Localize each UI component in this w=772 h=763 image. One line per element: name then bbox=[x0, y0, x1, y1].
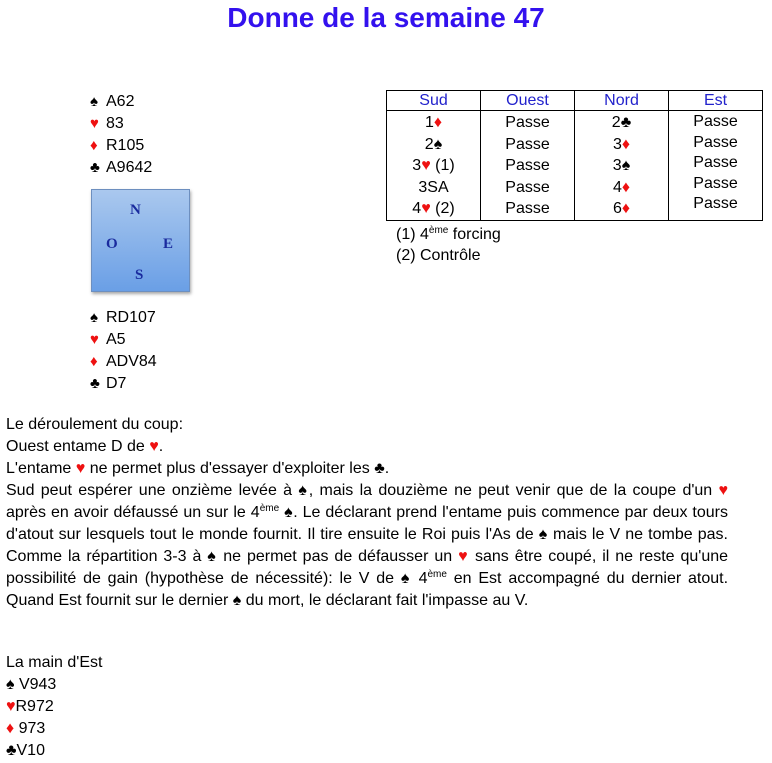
spade-icon: ♠ bbox=[232, 592, 242, 609]
bid-cell: Passe bbox=[693, 133, 738, 151]
compass-box bbox=[91, 189, 190, 292]
bidding-table bbox=[386, 90, 763, 221]
heart-icon: ♥ bbox=[421, 157, 431, 174]
bid-cell: Passe bbox=[693, 195, 738, 212]
club-icon: ♣ bbox=[90, 375, 100, 392]
commentary-paragraph: Sud peut espérer une onzième levée à ♠, mais la douzième ne peut venir que de la coupe d'un ♥ après en avoir défaussé un sur le 4ème ♠. Le déclarant prend l'entame puis commence par deux tours d'atout sur lesquels tout le monde fournit. Il tire ensuite le Roi puis l'As de ♠ mais le V ne tombe pas. Comme la répartition 3-3 à ♠ ne permet pas de défausser un ♥ sans être coupé, il ne reste qu'une possibilité de gain (hypothèse de nécessité): le V de ♠ 4ème en Est accompagné du dernier atout. Quand Est fournit sur le dernier ♠ du mort, le déclarant fait l'impasse au V. bbox=[6, 482, 729, 609]
north-hand bbox=[90, 91, 152, 179]
commentary-heading: Le déroulement du coup: bbox=[6, 416, 184, 433]
north-spades: A62 bbox=[106, 93, 135, 110]
bid-cell: 4♦ bbox=[612, 178, 631, 196]
east-clubs: V10 bbox=[16, 742, 45, 759]
page-title: Donne de la semaine 47 bbox=[227, 2, 545, 33]
heart-icon: ♥ bbox=[6, 698, 16, 715]
heart-icon: ♥ bbox=[149, 438, 159, 455]
south-spades: RD107 bbox=[106, 309, 156, 326]
bid-cell: Passe bbox=[505, 135, 550, 153]
bid-cell: Passe bbox=[505, 200, 550, 217]
south-clubs: D7 bbox=[106, 375, 127, 392]
column-nord bbox=[575, 111, 669, 221]
bid-cell: 2♣ bbox=[611, 114, 632, 131]
diamond-icon: ♦ bbox=[90, 353, 98, 370]
south-diamonds: ADV84 bbox=[106, 353, 157, 370]
header-est: Est bbox=[669, 91, 763, 111]
spade-icon: ♠ bbox=[90, 93, 98, 110]
spade-icon: ♠ bbox=[207, 548, 218, 565]
east-hearts: R972 bbox=[15, 698, 54, 715]
bidding-header-row bbox=[387, 91, 763, 111]
bidding-notes bbox=[396, 224, 501, 266]
column-est bbox=[669, 111, 763, 221]
east-heading: La main d'Est bbox=[6, 654, 103, 671]
north-diamonds: R105 bbox=[106, 137, 145, 154]
spade-icon: ♠ bbox=[90, 309, 98, 326]
south-hand bbox=[90, 307, 157, 395]
heart-icon: ♥ bbox=[90, 115, 99, 132]
north-clubs: A9642 bbox=[106, 159, 153, 176]
heart-icon: ♥ bbox=[421, 200, 431, 217]
club-icon: ♣ bbox=[620, 114, 632, 131]
bid-cell: 3♥ (1) bbox=[412, 157, 455, 174]
compass-south: S bbox=[135, 267, 144, 283]
east-spades: V943 bbox=[14, 676, 57, 693]
column-ouest bbox=[481, 111, 575, 221]
bid-cell: Passe bbox=[693, 174, 738, 192]
compass-east: E bbox=[163, 236, 174, 252]
column-sud bbox=[387, 111, 481, 221]
diamond-icon: ♦ bbox=[621, 178, 631, 196]
heart-icon: ♥ bbox=[75, 460, 86, 477]
diamond-icon: ♦ bbox=[621, 135, 631, 153]
spade-icon: ♠ bbox=[400, 570, 412, 587]
compass-north: N bbox=[130, 202, 141, 218]
north-hearts: 83 bbox=[106, 115, 124, 132]
diamond-icon: ♦ bbox=[90, 137, 98, 154]
heart-icon: ♥ bbox=[458, 548, 470, 565]
diamond-icon: ♦ bbox=[621, 200, 631, 217]
spade-icon: ♠ bbox=[433, 135, 443, 153]
note-1: (1) 4ème forcing bbox=[396, 225, 501, 243]
commentary-line-1: Ouest entame D de ♥. bbox=[6, 438, 164, 455]
commentary-line-2: L'entame ♥ ne permet plus d'essayer d'exploiter les ♣. bbox=[6, 460, 390, 477]
commentary bbox=[6, 414, 728, 612]
bid-cell: 6♦ bbox=[612, 200, 631, 217]
spade-icon: ♠ bbox=[284, 504, 294, 521]
bid-cell: 1♦ bbox=[424, 114, 443, 131]
bid-cell: Passe bbox=[505, 178, 550, 196]
bid-cell: Passe bbox=[693, 113, 738, 130]
heart-icon: ♥ bbox=[90, 331, 99, 348]
bid-cell: 2♠ bbox=[424, 135, 443, 153]
note-2: (2) Contrôle bbox=[396, 247, 481, 264]
diamond-icon: ♦ bbox=[6, 720, 15, 737]
club-icon: ♣ bbox=[374, 460, 385, 477]
south-hearts: A5 bbox=[106, 331, 126, 348]
club-icon: ♣ bbox=[6, 742, 17, 759]
diamond-icon: ♦ bbox=[433, 114, 443, 131]
header-ouest: Ouest bbox=[481, 91, 575, 111]
east-diamonds: 973 bbox=[18, 720, 46, 737]
header-nord: Nord bbox=[575, 91, 669, 111]
bid-cell: 3♠ bbox=[612, 157, 631, 174]
bid-cell: 3♦ bbox=[612, 135, 631, 153]
header-sud: Sud bbox=[387, 91, 481, 111]
spade-icon: ♠ bbox=[6, 676, 15, 693]
compass-west: O bbox=[106, 236, 118, 252]
bid-cell: 4♥ (2) bbox=[412, 200, 455, 217]
spade-icon: ♠ bbox=[298, 482, 309, 499]
bid-cell: Passe bbox=[505, 157, 550, 174]
heart-icon: ♥ bbox=[718, 482, 729, 499]
spade-icon: ♠ bbox=[538, 526, 548, 543]
bidding-body bbox=[387, 111, 763, 221]
bid-cell: Passe bbox=[693, 154, 738, 171]
east-hand bbox=[6, 652, 102, 762]
bid-cell: 3SA bbox=[418, 178, 449, 196]
bid-cell: Passe bbox=[505, 114, 550, 131]
spade-icon: ♠ bbox=[621, 157, 631, 174]
club-icon: ♣ bbox=[90, 159, 100, 176]
